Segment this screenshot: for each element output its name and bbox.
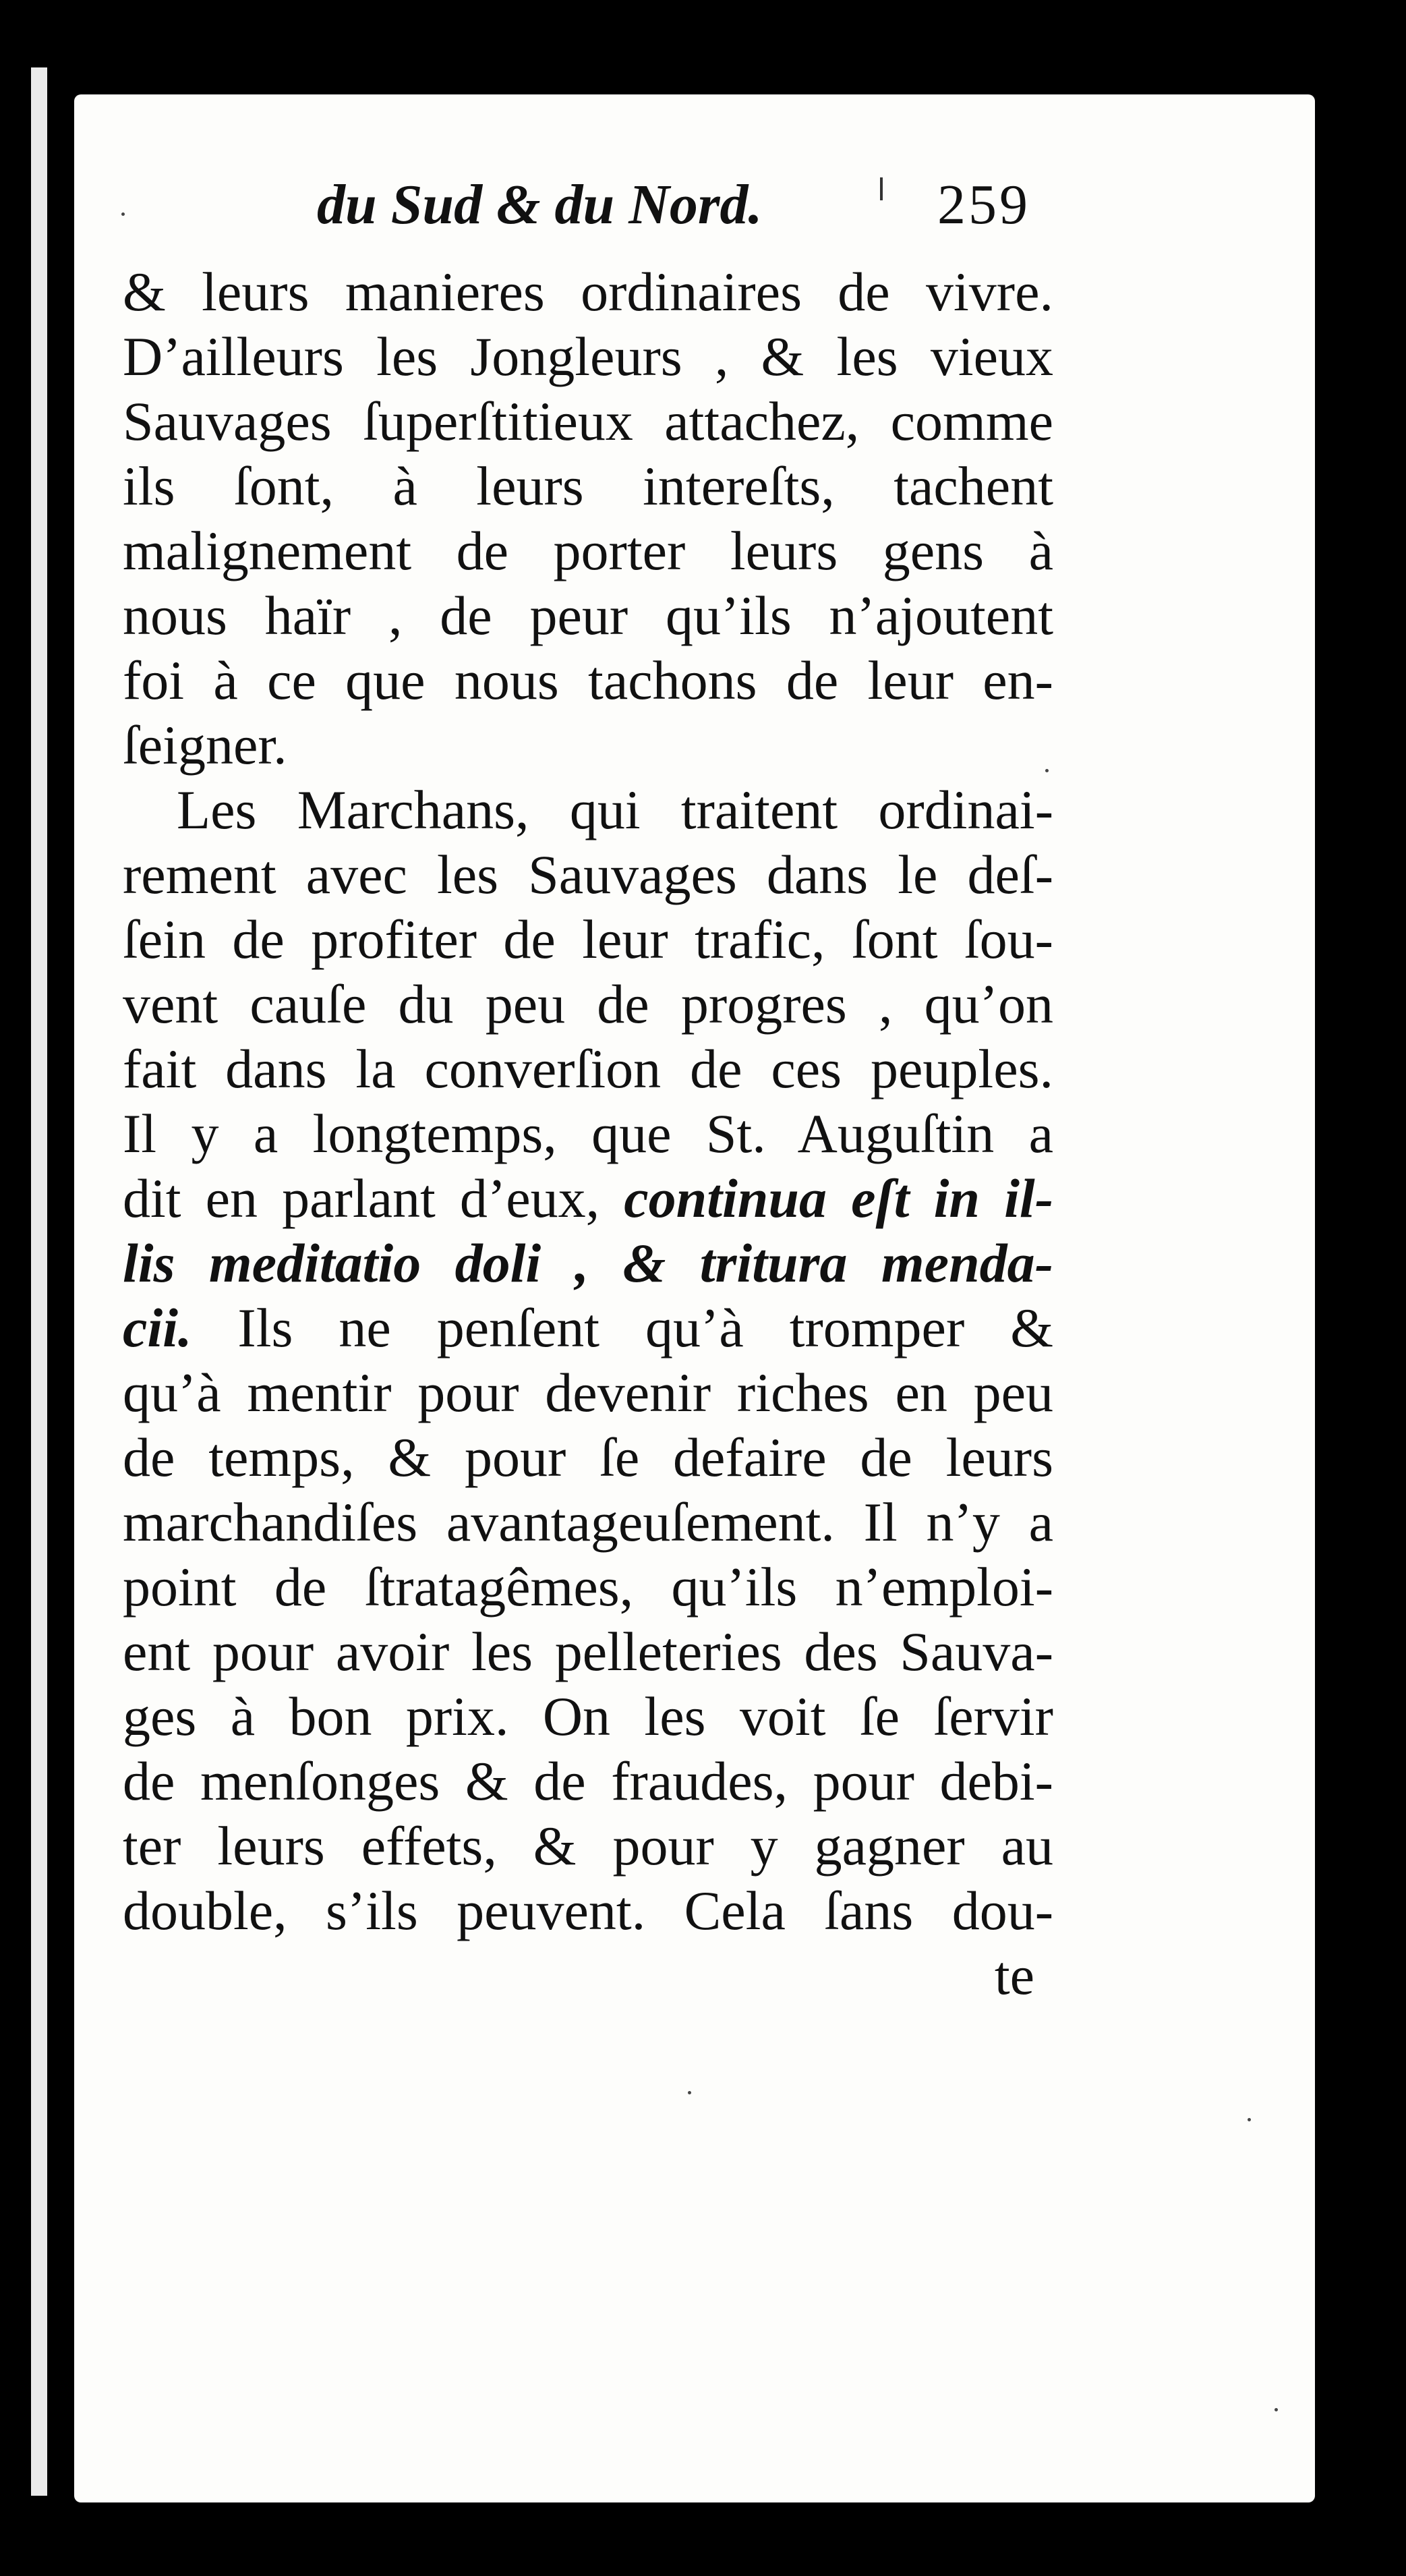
latin-quotation: cii. xyxy=(123,1297,192,1358)
text-run: dit en parlant d’eux, xyxy=(123,1168,624,1229)
text-line xyxy=(123,1879,1053,1943)
text-run: ent pour avoir les pelleteries des Sauva- xyxy=(123,1621,1053,1682)
text-line xyxy=(123,1296,1053,1361)
text-run: & leurs manieres ordinaires de vivre. xyxy=(123,261,1053,322)
book-page xyxy=(74,94,1315,2502)
text-run: Les Marchans, qui traitent ordinai- xyxy=(177,779,1053,840)
text-line xyxy=(123,1684,1053,1749)
text-run: fait dans la converſion de ces peuples. xyxy=(123,1038,1053,1099)
text-line xyxy=(123,454,1053,519)
text-run: qu’à mentir pour devenir riches en peu xyxy=(123,1362,1053,1423)
text-run: double, s’ils peuvent. Cela ſans dou- xyxy=(123,1880,1053,1941)
text-line xyxy=(123,842,1053,907)
text-line xyxy=(123,583,1053,648)
text-line xyxy=(123,713,1053,778)
text-line xyxy=(123,648,1053,713)
text-line xyxy=(123,389,1053,454)
scan-speck xyxy=(1275,2408,1278,2411)
text-line xyxy=(123,324,1053,389)
scan-speck xyxy=(688,2091,691,2094)
text-run: foi à ce que nous tachons de leur en- xyxy=(123,650,1053,711)
text-run: de temps, & pour ſe defaire de leurs xyxy=(123,1427,1053,1488)
text-line xyxy=(123,778,1053,842)
body-text xyxy=(123,260,1053,2008)
scan-edge xyxy=(31,67,47,2496)
text-run: de menſonges & de fraudes, pour debi- xyxy=(123,1750,1053,1812)
running-head xyxy=(74,172,1315,260)
text-run: vent cauſe du peu de progres , qu’on xyxy=(123,973,1053,1035)
text-line xyxy=(123,1231,1053,1296)
scan-speck xyxy=(121,212,125,216)
text-run: ſeigner. xyxy=(123,714,287,776)
latin-quotation: lis meditatio doli , & tritura menda- xyxy=(123,1232,1053,1294)
latin-quotation: continua eſt in il- xyxy=(624,1168,1053,1229)
scan-speck xyxy=(1248,2118,1251,2121)
text-line xyxy=(123,1490,1053,1555)
text-run: malignement de porter leurs gens à xyxy=(123,520,1053,581)
page-number: 259 xyxy=(937,173,1030,236)
text-run: ges à bon prix. On les voit ſe ſervir xyxy=(123,1686,1053,1747)
text-line xyxy=(123,1749,1053,1814)
text-line xyxy=(123,1037,1053,1101)
text-line xyxy=(123,1620,1053,1684)
text-run: nous haïr , de peur qu’ils n’ajoutent xyxy=(123,585,1053,646)
scan-speck xyxy=(1045,769,1049,772)
text-line xyxy=(123,1361,1053,1425)
text-run: ter leurs effets, & pour y gagner au xyxy=(123,1815,1053,1877)
text-line xyxy=(123,260,1053,324)
text-line xyxy=(123,1555,1053,1620)
text-line xyxy=(123,1425,1053,1490)
text-run: ils ſont, à leurs intereſts, tachent xyxy=(123,455,1053,517)
text-run: Sauvages ſuperſtitieux attachez, comme xyxy=(123,391,1053,452)
text-run: Ils ne penſent qu’à tromper & xyxy=(192,1297,1053,1358)
text-run: D’ailleurs les Jongleurs , & les vieux xyxy=(123,326,1053,387)
text-line xyxy=(123,972,1053,1037)
text-line xyxy=(123,519,1053,583)
text-run: point de ſtratagêmes, qu’ils n’emploi- xyxy=(123,1556,1053,1618)
text-run: marchandiſes avantageuſement. Il n’y a xyxy=(123,1491,1053,1553)
head-separator-mark xyxy=(880,177,883,200)
text-line xyxy=(123,1101,1053,1166)
text-run: ſein de profiter de leur trafic, ſont ſou- xyxy=(123,909,1053,970)
text-run: Il y a longtemps, que St. Auguſtin a xyxy=(123,1103,1053,1164)
text-line xyxy=(123,1166,1053,1231)
text-run: rement avec les Sauvages dans le deſ- xyxy=(123,844,1053,905)
running-head-title: du Sud & du Nord. xyxy=(317,173,763,236)
text-line xyxy=(123,907,1053,972)
text-line xyxy=(123,1814,1053,1879)
catchword: te xyxy=(994,1945,1034,2006)
